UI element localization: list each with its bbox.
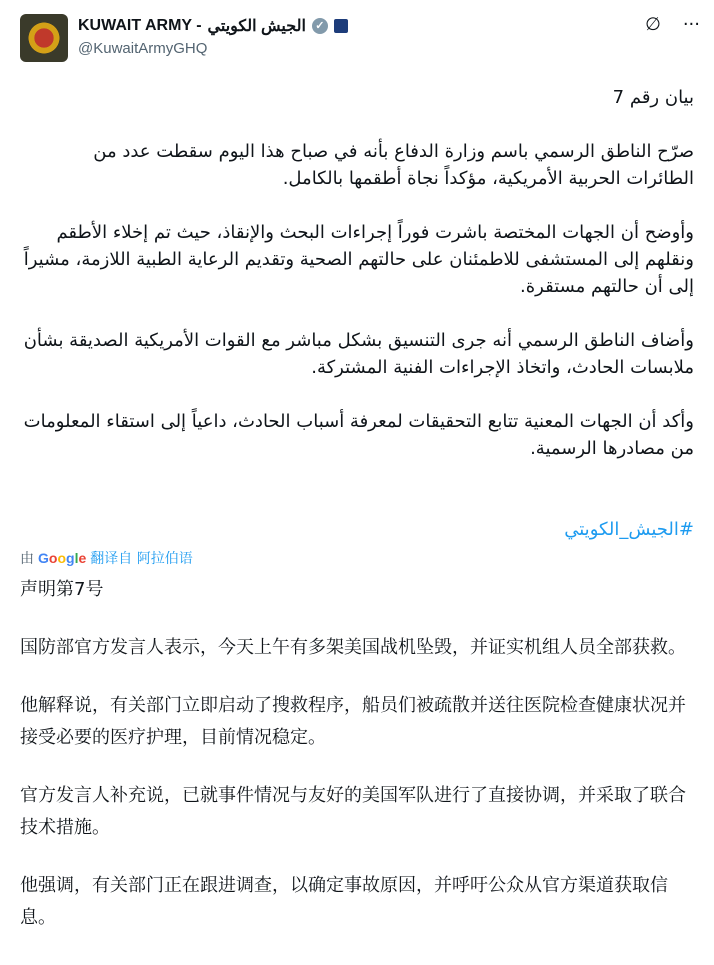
tweet-paragraph: وأكد أن الجهات المعنية تتابع التحقيقات لمعرفة أسباب الحادث، داعياً إلى استقاء المعلومات من مصادرها الرسمية. <box>23 411 694 459</box>
translated-paragraph: 国防部官方发言人表示，今天上午有多架美国战机坠毁，并证实机组人员全部获救。 <box>20 637 686 658</box>
by-label: 由 <box>20 551 34 567</box>
translated-paragraph: 他强调，有关部门正在跟进调查，以确定事故原因，并呼吁公众从官方渠道获取信息。 <box>20 875 668 928</box>
tweet-text <box>20 84 694 489</box>
hashtag-link[interactable]: #الجيش_الكويتي <box>564 519 694 540</box>
more-icon[interactable]: ··· <box>682 14 700 35</box>
translated-paragraph: 他解释说，有关部门立即启动了搜救程序，船员们被疏散并送往医院检查健康状况并接受必要的医疗护理，目前情况稳定。 <box>20 695 686 748</box>
tweet-paragraph: صرّح الناطق الرسمي باسم وزارة الدفاع بأنه في صباح هذا اليوم سقطت عدد من الطائرات الحربية الأمريكية، مؤكداً نجاة أطقمها بالكامل. <box>93 141 694 189</box>
tweet-paragraph: بيان رقم 7 <box>612 87 694 108</box>
grok-icon[interactable]: ∅ <box>645 14 661 35</box>
translated-text <box>20 574 694 960</box>
verified-badge-icon[interactable]: ✓ <box>312 18 328 34</box>
name-en: KUWAIT ARMY - <box>78 17 202 34</box>
display-name[interactable] <box>78 16 348 36</box>
translation-attribution <box>20 548 193 568</box>
google-logo: Google <box>38 550 87 566</box>
affiliate-badge-icon[interactable] <box>334 19 348 33</box>
avatar[interactable] <box>20 14 68 62</box>
handle[interactable]: @KuwaitArmyGHQ <box>78 40 208 57</box>
translated-from-link[interactable]: 翻译自 阿拉伯语 <box>90 551 193 567</box>
name-ar: الجيش الكويتي <box>207 18 306 35</box>
tweet-paragraph: وأوضح أن الجهات المختصة باشرت فوراً إجراءات البحث والإنقاذ، حيث تم إخلاء الأطقم ونقلهم إلى المستشفى للاطمئنان على حالتهم الصحية وتقديم الرعاية الطبية اللازمة، مشيراً إلى أن حالتهم مستقرة. <box>23 222 694 297</box>
translated-paragraph: 声明第7号 <box>20 579 104 600</box>
tweet-header <box>20 14 700 66</box>
tweet-paragraph: وأضاف الناطق الرسمي أنه جرى التنسيق بشكل مباشر مع القوات الأمريكية الصديقة بشأن ملابسات الحادث، واتخاذ الإجراءات الفنية المشتركة. <box>23 330 694 378</box>
translated-paragraph: 官方发言人补充说，已就事件情况与友好的美国军队进行了直接协调，并采取了联合技术措施。 <box>20 785 686 838</box>
